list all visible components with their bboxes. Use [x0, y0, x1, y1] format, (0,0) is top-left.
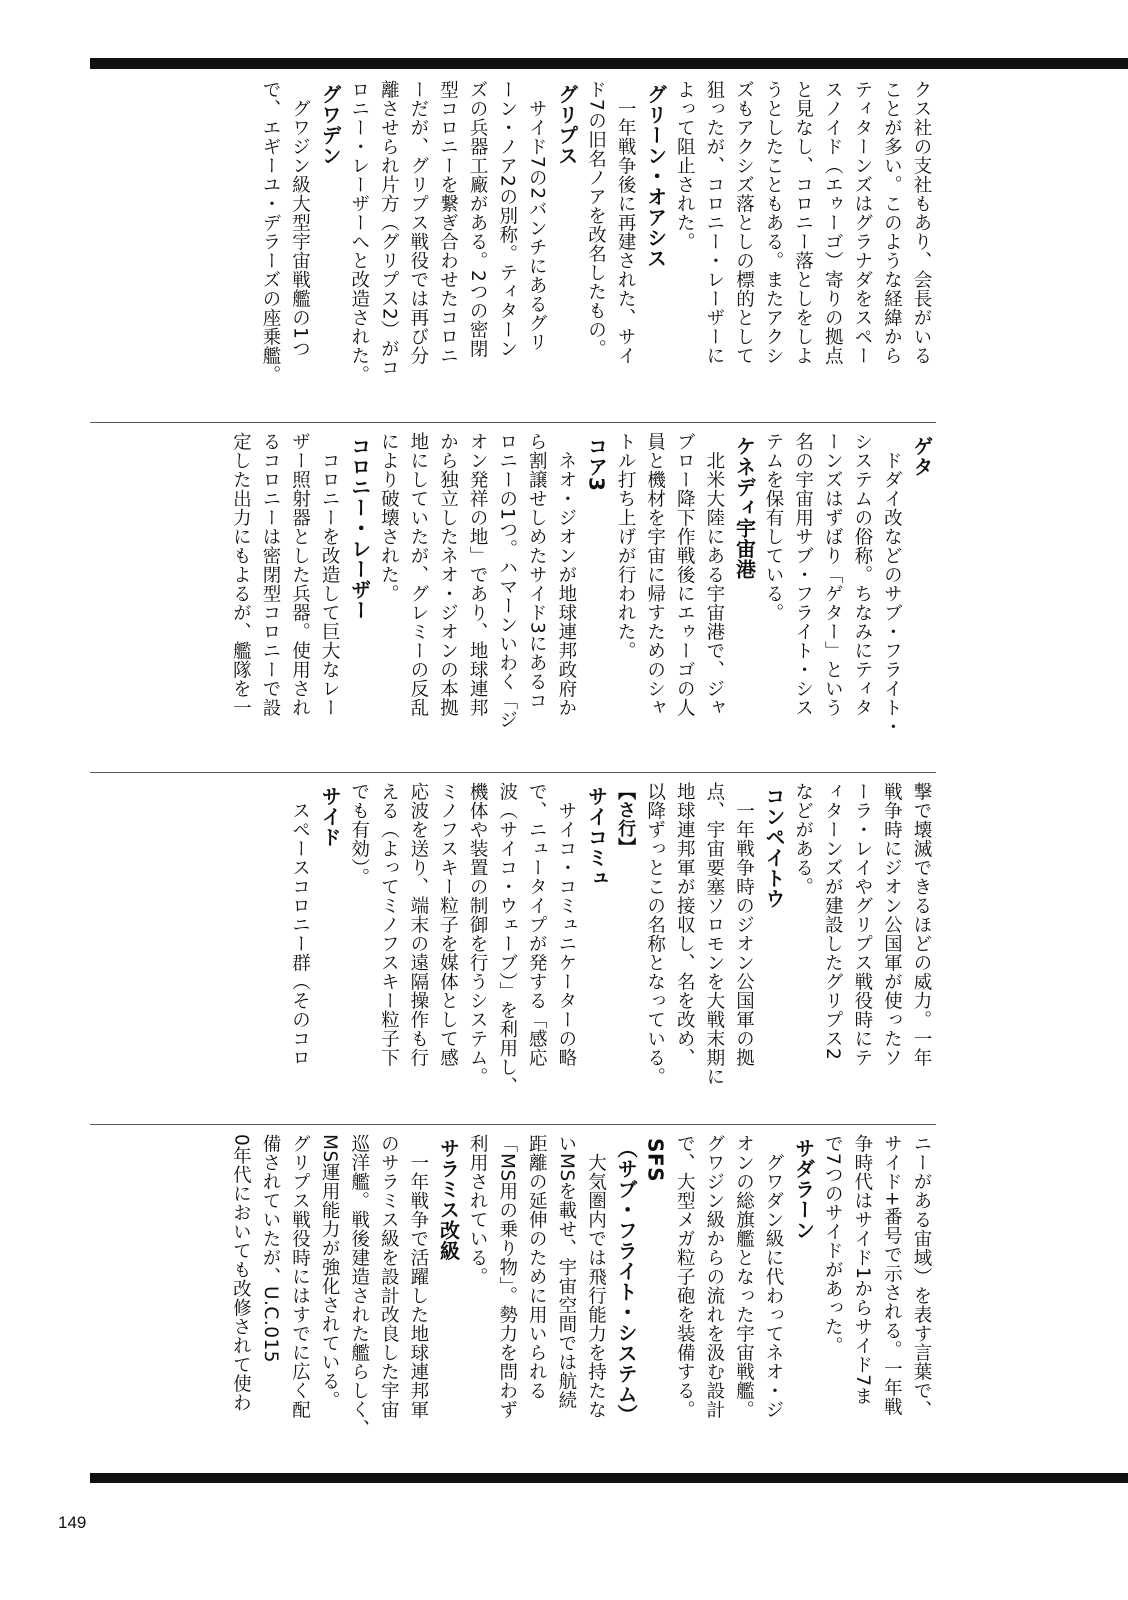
text-line: ネオ・ジオンが地球連邦政府か	[555, 432, 577, 717]
text-line: ーラ・レイやグリプス戦役時にテ	[851, 782, 873, 1067]
text-line: 型コロニーを繋ぎ合わせたコロニ	[437, 80, 459, 365]
text-line: ロニー・レーザーへと改造された。	[348, 80, 370, 384]
text-line: MS運用能力が強化されている。	[319, 1134, 341, 1410]
text-line: グワジン級からの流れを汲む設計	[703, 1134, 725, 1419]
text-line: オンの総旗艦となった宇宙戦艦。	[733, 1134, 755, 1419]
text-line: クス社の支社もあり、会長がいる	[911, 80, 932, 365]
text-line: サイド+番号で示される。一年戦	[881, 1134, 903, 1417]
text-line: 利用されている。	[467, 1134, 489, 1286]
text-line: ド7の旧名ノアを改名したもの。	[585, 80, 607, 359]
text-line: ら割譲せしめたサイド3にあるコ	[526, 432, 548, 711]
text-line: るコロニーは密閉型コロニーで設	[259, 432, 281, 717]
text-line: 距離の延伸のために用いられる	[526, 1134, 548, 1400]
entry-heading: ケネディ宇宙港	[732, 436, 757, 580]
text-band-1	[92, 80, 936, 418]
entry-heading: グリプス	[554, 84, 579, 166]
text-line: 機体や装置の制御を行うシステム。	[467, 782, 489, 1086]
text-line: える（よってミノフスキー粒子下	[378, 782, 400, 1067]
text-line: 応波を送り、端末の遠隔操作も行	[407, 782, 429, 1067]
page-number: 149	[58, 1513, 87, 1532]
text-line: などがある。	[792, 782, 814, 896]
text-line: グワダン級に代わってネオ・ジ	[763, 1134, 785, 1419]
band-divider	[90, 1124, 936, 1125]
text-line: よって阻止された。	[674, 80, 696, 251]
text-line: システムの俗称。ちなみにティタ	[851, 432, 873, 717]
entry-heading: ゲタ	[910, 436, 934, 477]
text-line: ーだが、グリプス戦役では再び分	[407, 80, 429, 365]
text-line: 一年戦争で活躍した地球連邦軍	[407, 1134, 429, 1419]
bottom-rule	[90, 1473, 1128, 1483]
text-line: 地にしていたが、グレミーの反乱	[407, 432, 429, 717]
text-line: で、大型メガ粒子砲を装備する。	[674, 1134, 696, 1419]
text-line: サイコ・コミュニケーターの略	[555, 782, 577, 1067]
text-line: トル打ち上げが行われた。	[615, 432, 637, 660]
entry-heading: （サブ・フライト・システム）	[614, 1138, 639, 1425]
text-line: コロニーを改造して巨大なレー	[319, 432, 341, 717]
text-line: テムを保有している。	[763, 432, 785, 622]
text-line: ィターンズが建設したグリプス2	[822, 782, 844, 1061]
text-line: により破壊された。	[378, 432, 400, 603]
text-line: で、ニュータイプが発する「感応	[526, 782, 548, 1067]
entry-heading: コロニー・レーザー	[347, 436, 372, 621]
entry-heading: SFS	[643, 1138, 668, 1182]
text-line: グワジン級大型宇宙戦艦の1つ	[289, 80, 311, 359]
text-line: 備されていたが、U.C.015	[259, 1134, 281, 1364]
text-line: 一年戦争後に再建された、サイ	[615, 80, 637, 365]
text-line: サイド7の2バンチにあるグリ	[526, 80, 548, 352]
text-band-3	[92, 782, 936, 1119]
text-line: 以降ずっとこの名称となっている。	[644, 782, 666, 1086]
entry-heading: サダラーン	[791, 1138, 816, 1241]
text-band-2	[92, 432, 936, 767]
text-line: スノイド（エゥーゴ）寄りの拠点	[822, 80, 844, 365]
text-line: 員と機材を宇宙に帰すためのシャ	[644, 432, 666, 717]
section-heading: 【さ行】	[615, 782, 637, 856]
entry-heading: サイド	[318, 786, 343, 848]
entry-heading: コア3	[584, 436, 609, 492]
text-line: ことが多い。このような経緯から	[881, 80, 903, 365]
text-line: ロニーの1つ。ハマーンいわく「ジ	[496, 432, 518, 730]
text-line: 点、宇宙要塞ソロモンを大戦末期に	[703, 782, 725, 1086]
entry-heading: グリーン・オアシス	[643, 84, 668, 269]
text-line: 一年戦争時のジオン公国軍の拠	[733, 782, 755, 1067]
text-line: ザー照射器とした兵器。使用され	[289, 432, 311, 717]
text-line: ミノフスキー粒子を媒体として感	[437, 782, 459, 1067]
text-line: うとしたこともある。またアクシ	[763, 80, 785, 365]
text-line: いMSを載せ、宇宙空間では航続	[555, 1134, 577, 1410]
text-line: 狙ったが、コロニー・レーザーに	[703, 80, 725, 365]
top-rule	[90, 58, 1128, 69]
text-line: グリプス戦役時にはすでに広く配	[289, 1134, 311, 1419]
entry-heading: コンペイトウ	[762, 786, 787, 909]
text-line: 波（サイコ・ウェーブ）」を利用し、	[496, 782, 518, 1096]
text-line: で、エギーユ・デラーズの座乗艦。	[259, 80, 281, 384]
text-line: と見なし、コロニー落としをしよ	[792, 80, 814, 365]
text-line: から独立したネオ・ジオンの本拠	[437, 432, 459, 717]
text-line: 0年代においても改修されて使わ	[230, 1134, 252, 1413]
entry-heading: サイコミュ	[584, 786, 609, 889]
text-line: ズもアクシズ落としの標的として	[733, 80, 755, 365]
text-line: ドダイ改などのサブ・フライト・	[881, 432, 903, 736]
text-line: 巡洋艦。戦後建造された艦らしく、	[348, 1134, 370, 1438]
entry-heading: サラミス改級	[436, 1138, 461, 1261]
text-line: 名の宇宙用サブ・フライト・シス	[792, 432, 814, 717]
text-line: 争時代はサイド1からサイド7ま	[851, 1134, 873, 1406]
entry-heading: グワデン	[318, 84, 343, 166]
text-line: 離させられ片方（グリプス2）がコ	[378, 80, 400, 378]
text-line: 大気圏内では飛行能力を持たな	[585, 1134, 607, 1419]
text-line: で7つのサイドがあった。	[822, 1134, 844, 1356]
text-line: ブロー降下作戦後にエゥーゴの人	[674, 432, 696, 717]
text-line: ティターンズはグラナダをスペー	[851, 80, 873, 365]
text-line: でも有効）。	[348, 782, 370, 887]
text-line: 地球連邦軍が接収し、名を改め、	[674, 782, 696, 1067]
text-line: のサラミス級を設計改良した宇宙	[378, 1134, 400, 1419]
text-line: 定した出力にもよるが、艦隊を一	[230, 432, 252, 717]
text-line: ズの兵器工廠がある。2つの密閉	[467, 80, 489, 359]
text-band-4	[92, 1134, 936, 1466]
text-line: 戦争時にジオン公国軍が使ったソ	[881, 782, 903, 1067]
text-line: ーン・ノア2の別称。ティターン	[496, 80, 518, 359]
text-line: 「MS用の乗り物」。勢力を問わず	[496, 1134, 518, 1420]
text-line: 撃で壊滅できるほどの威力。一年	[911, 782, 932, 1067]
band-divider	[90, 772, 936, 773]
text-line: ーンズはずばり「ゲター」という	[822, 432, 844, 717]
text-line: オン発祥の地」であり、地球連邦	[467, 432, 489, 717]
band-divider	[90, 422, 936, 423]
text-line: 北米大陸にある宇宙港で、ジャ	[703, 432, 725, 717]
text-line: スペースコロニー群（そのコロ	[289, 782, 311, 1067]
text-line: ニーがある宙域）を表す言葉で、	[911, 1134, 932, 1419]
